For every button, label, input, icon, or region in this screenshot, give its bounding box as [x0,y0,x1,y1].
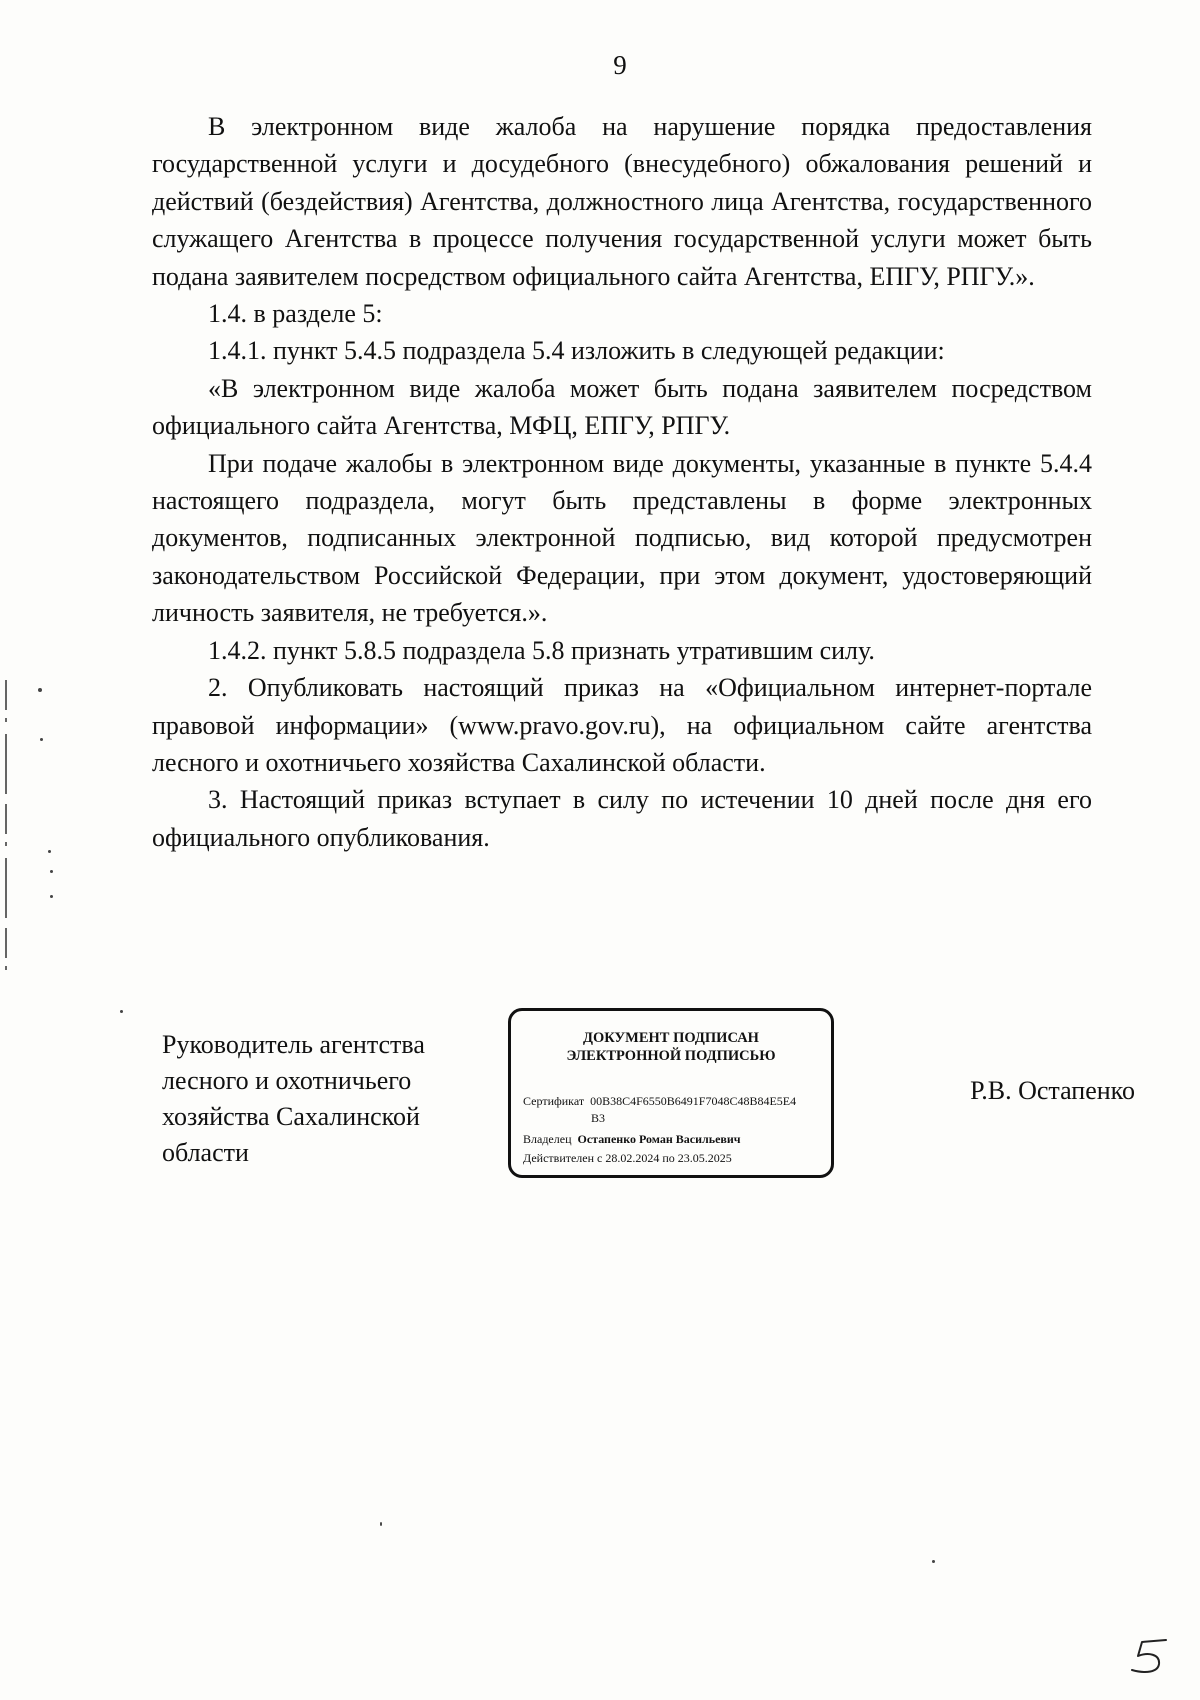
paragraph: 1.4.1. пункт 5.4.5 подраздела 5.4 изложить в следующей редакции: [208,336,945,366]
scan-speck [380,1522,382,1526]
signatory-line: области [162,1138,249,1167]
scan-speck [120,1010,123,1013]
scan-speck [50,895,53,898]
paragraph: В электронном виде жалоба на нарушение порядка предоставления государственной услуги и досудебного (внесудебного) обжалования решений и действий (бездействия) Агентства, должностного лица Агентства, государственного служащего Агентства в процессе получения государственной услуги может быть подана заявителем посредством официального сайта Агентства, ЕПГУ, РПГУ.». [152,112,1092,291]
stamp-owner [523,1132,741,1147]
scan-speck [932,1560,935,1563]
signatory-line: Руководитель агентства [162,1030,425,1059]
paragraph: 1.4. в разделе 5: [208,299,383,329]
paragraph: 3. Настоящий приказ вступает в силу по истечении 10 дней после дня его официального опубликования. [152,785,1092,852]
stamp-title [511,1029,831,1065]
paragraph: 2. Опубликовать настоящий приказ на «Официальном интернет-портале правовой информации» (www.pravo.gov.ru), на официальном сайте агентства лесного и охотничьего хозяйства Сахалинской области. [152,673,1092,777]
stamp-title-line: ДОКУМЕНТ ПОДПИСАН [583,1030,759,1046]
signatory-title [162,1027,462,1171]
certificate-value: 00B38C4F6550B6491F7048C48B84E5E4 [590,1094,797,1108]
scan-speck [50,870,53,873]
document-body [152,108,1092,856]
electronic-signature-stamp [508,1008,834,1178]
paragraph: При подаче жалобы в электронном виде документы, указанные в пункте 5.4.4 настоящего подраздела, могут быть представлены в форме электронных документов, подписанных электронной подписью, вид которой предусмотрен законодательством Российской Федерации, при этом документ, удостоверяющий личность заявителя, не требуется.». [152,448,1092,628]
page-number: 9 [613,50,627,80]
signer-name: Р.В. Остапенко [970,1076,1135,1105]
certificate-label: Сертификат [523,1094,585,1108]
signatory-line: лесного и охотничьего [162,1066,412,1095]
scan-artifact-icon [4,680,8,980]
paragraph: «В электронном виде жалоба может быть подана заявителем посредством официального сайта Агентства, МФЦ, ЕПГУ, РПГУ. [152,373,1092,441]
handwritten-page-mark-icon [1126,1634,1170,1678]
paragraph: 1.4.2. пункт 5.8.5 подраздела 5.8 признать утратившим силу. [208,635,875,665]
stamp-certificate-cont: B3 [591,1111,606,1125]
scan-speck [38,688,42,692]
owner-label: Владелец [523,1132,572,1146]
stamp-validity: Действителен с 28.02.2024 по 23.05.2025 [523,1151,732,1165]
owner-value: Остапенко Роман Васильевич [577,1132,741,1146]
scan-speck [48,850,51,853]
stamp-title-line: ЭЛЕКТРОННОЙ ПОДПИСЬЮ [566,1048,776,1064]
scan-speck [40,738,43,741]
signatory-line: хозяйства Сахалинской [162,1102,420,1131]
stamp-certificate [523,1094,796,1109]
